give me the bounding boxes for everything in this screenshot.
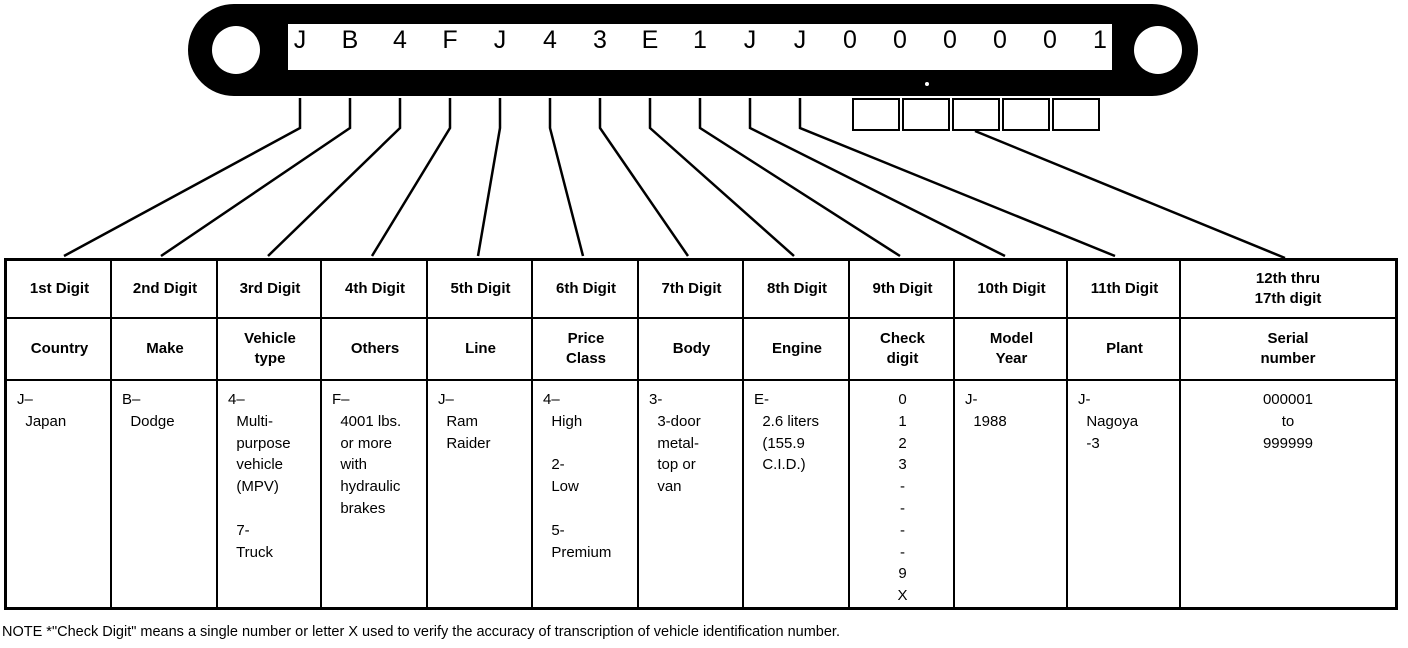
column-digit-header: 9th Digit (872, 280, 933, 297)
table-column-5 (426, 261, 533, 607)
column-codes: B– Dodge (122, 391, 175, 430)
table-column-10 (953, 261, 1068, 607)
column-digit-header: 1st Digit (29, 280, 90, 297)
connector-line-2 (161, 98, 350, 256)
vin-char-2: B (341, 26, 359, 54)
check-digit-note: NOTE *"Check Digit" means a single number or letter X used to verify the accuracy of transcription of vehicle identification number. (2, 624, 840, 640)
column-field-header: Model Year (955, 317, 1068, 381)
vin-char-6: 4 (543, 26, 557, 54)
column-field-header: Engine (744, 317, 850, 381)
table-column-4 (320, 261, 428, 607)
column-codes: E- 2.6 liters (155.9 C.I.D.) (754, 391, 820, 474)
vin-char-7: 3 (593, 26, 607, 54)
vin-decoder-table (4, 258, 1398, 610)
column-codes: 0 1 2 3 - - - - 9 X (897, 391, 908, 605)
table-column-12 (1179, 261, 1395, 607)
table-column-1 (7, 261, 112, 607)
vin-char-16: 0 (1043, 26, 1057, 54)
vin-char-14: 0 (943, 26, 957, 54)
column-field-header: Line (428, 317, 533, 381)
column-digit-header: 4th Digit (345, 280, 405, 297)
column-digit-header: 2nd Digit (132, 280, 198, 297)
column-codes: J- 1988 (965, 391, 1007, 430)
column-codes: J– Japan (17, 391, 67, 430)
column-codes: 4– High 2- Low 5- Premium (543, 391, 612, 561)
column-field-header: Vehicle type (218, 317, 322, 381)
vin-char-10: J (743, 26, 757, 54)
vin-char-1: J (293, 26, 307, 54)
table-column-2 (110, 261, 218, 607)
connector-line-1 (64, 98, 300, 256)
connector-line-5 (478, 98, 500, 256)
connector-line-10 (750, 98, 1005, 256)
column-field-header: Country (7, 317, 112, 381)
column-field-header: Others (322, 317, 428, 381)
column-codes: 000001 to 999999 (1262, 391, 1314, 452)
column-digit-header: 6th Digit (556, 280, 616, 297)
connector-line-12 (975, 131, 1285, 258)
table-column-6 (531, 261, 639, 607)
column-codes: 4– Multi- purpose vehicle (MPV) 7- Truck (228, 391, 291, 561)
column-digit-header: 10th Digit (977, 280, 1046, 297)
column-field-header: Check digit (850, 317, 955, 381)
column-codes: 3- 3-door metal- top or van (649, 391, 701, 496)
connector-line-7 (600, 98, 688, 256)
column-digit-header: 5th Digit (450, 280, 511, 297)
connector-line-4 (372, 98, 450, 256)
column-field-header: Serial number (1181, 317, 1395, 381)
vin-char-4: F (442, 26, 458, 54)
connector-line-6 (550, 98, 583, 256)
column-field-header: Make (112, 317, 218, 381)
column-codes: F– 4001 lbs. or more with hydraulic brakes (332, 391, 402, 517)
column-field-header: Body (639, 317, 744, 381)
column-digit-header: 3rd Digit (239, 280, 301, 297)
vin-char-11: J (793, 26, 807, 54)
table-column-11 (1066, 261, 1181, 607)
vin-char-13: 0 (893, 26, 907, 54)
vin-char-5: J (493, 26, 507, 54)
column-digit-header: 8th Digit (767, 280, 827, 297)
vin-char-9: 1 (693, 26, 707, 54)
vin-char-3: 4 (393, 26, 407, 54)
table-column-8 (742, 261, 850, 607)
connector-line-3 (268, 98, 400, 256)
column-codes: J- Nagoya -3 (1078, 391, 1139, 452)
column-codes: J– Ram Raider (438, 391, 491, 452)
column-digit-header: 12th thru 17th digit (1254, 270, 1322, 307)
column-digit-header: 11th Digit (1090, 280, 1159, 297)
vin-char-17: 1 (1093, 26, 1107, 54)
vin-char-12: 0 (843, 26, 857, 54)
vin-char-8: E (641, 26, 659, 54)
column-field-header: Price Class (533, 317, 639, 381)
vin-char-15: 0 (993, 26, 1007, 54)
table-column-3 (216, 261, 322, 607)
column-digit-header: 7th Digit (661, 280, 722, 297)
table-column-7 (637, 261, 744, 607)
column-field-header: Plant (1068, 317, 1181, 381)
table-column-9 (848, 261, 955, 607)
